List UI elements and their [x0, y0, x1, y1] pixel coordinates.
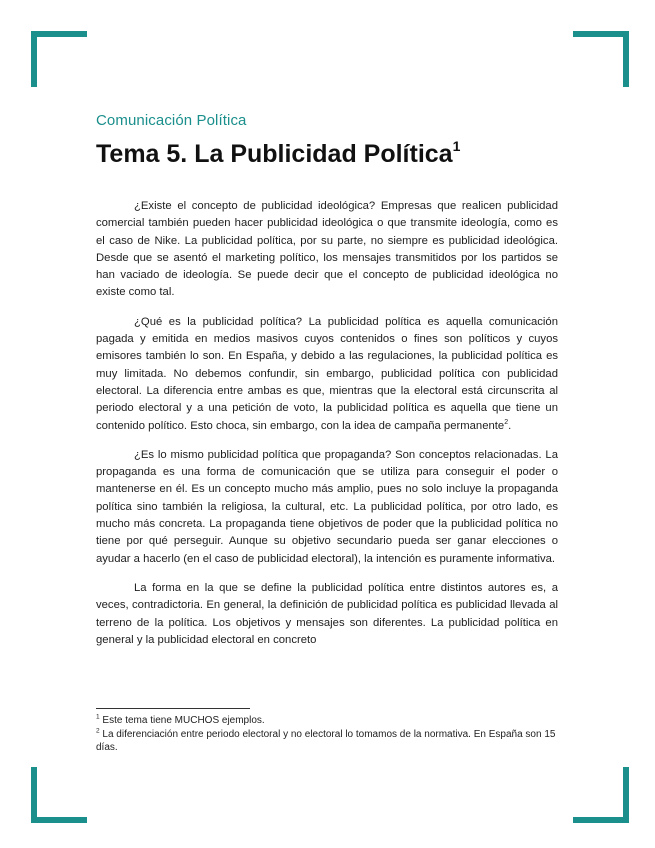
paragraph-3-text: ¿Es lo mismo publicidad política que propaganda? Son conceptos relacionadas. La propaganda es una forma de comunicación que se utiliza para conseguir el poder o mantenerse en él. Es un concepto mucho más amplio, pues no solo incluye la propaganda política sino también la religiosa, la cultural, etc. La publicidad política, por otro lado, es mucho más concreta. La propaganda tiene objetivos de poder que la publicidad política no tiene por qué perseguir. Aunque su objetivo secundario pueda ser ganar elecciones o ayudar a hacerlo (en el caso de publicidad electoral), la intención es puramente informativa. — [96, 448, 558, 565]
paragraph-2-tail: . — [508, 419, 512, 432]
footnote-1 — [96, 714, 558, 727]
paragraph-4-text: La forma en la que se define la publicidad política entre distintos autores es, a veces, contradictoria. En general, la definición de publicidad política es publicidad llevada al terreno de la política. Los objetivos y mensajes son diferentes. La publicidad política en general y la publicidad electoral en concreto — [96, 581, 558, 646]
corner-bracket-top-right — [573, 31, 629, 87]
footnotes — [96, 714, 558, 755]
corner-bracket-top-left — [31, 31, 87, 87]
footnote-ref-1: 1 — [452, 138, 461, 154]
paragraph-3 — [96, 447, 558, 568]
footnote-2 — [96, 728, 558, 754]
paragraph-1 — [96, 198, 558, 302]
body-text — [96, 198, 558, 661]
page-title — [96, 140, 460, 169]
footnote-divider — [96, 708, 250, 709]
footnote-1-number: 1 — [96, 713, 100, 721]
paragraph-4 — [96, 580, 558, 649]
footnote-1-text: Este tema tiene MUCHOS ejemplos. — [99, 715, 265, 726]
page-title-text: Tema 5. La Publicidad Política — [96, 140, 453, 168]
paragraph-2-text: ¿Qué es la publicidad política? La publicidad política es aquella comunicación pagada y emitida en medios masivos cuyos contenidos o fines son políticos y cuyos emisores también lo son. En España, y debido a las regulaciones, la publicidad política es muy limitada. No debemos confundir, sin embargo, publicidad política con publicidad electoral. La diferencia entre ambas es que, mientras que la electoral está circunscrita al periodo electoral y a una petición de voto, la publicidad política es aquella que tiene un contenido político. Esto choca, sin embargo, con la idea de campaña permanente — [96, 315, 558, 432]
paragraph-1-text: ¿Existe el concepto de publicidad ideológica? Empresas que realicen publicidad comercial también pueden hacer publicidad ideológica o que transmite ideología, como es el caso de Nike. La publicidad política, por su parte, no siempre es publicidad ideológica. Desde que se asentó el marketing político, los mensajes transmitidos por los partidos se han vaciado de ideología. Se puede decir que el concepto de publicidad ideológica no existe como tal. — [96, 200, 558, 299]
footnote-2-text: La diferenciación entre periodo electoral y no electoral lo tomamos de la normativa. En España son 15 días. — [96, 729, 556, 753]
corner-bracket-bottom-left — [31, 767, 87, 823]
paragraph-2 — [96, 314, 558, 435]
footnote-2-number: 2 — [96, 727, 100, 735]
footnote-ref-2: 2 — [504, 418, 509, 426]
subject-heading: Comunicación Política — [96, 112, 247, 129]
corner-bracket-bottom-right — [573, 767, 629, 823]
